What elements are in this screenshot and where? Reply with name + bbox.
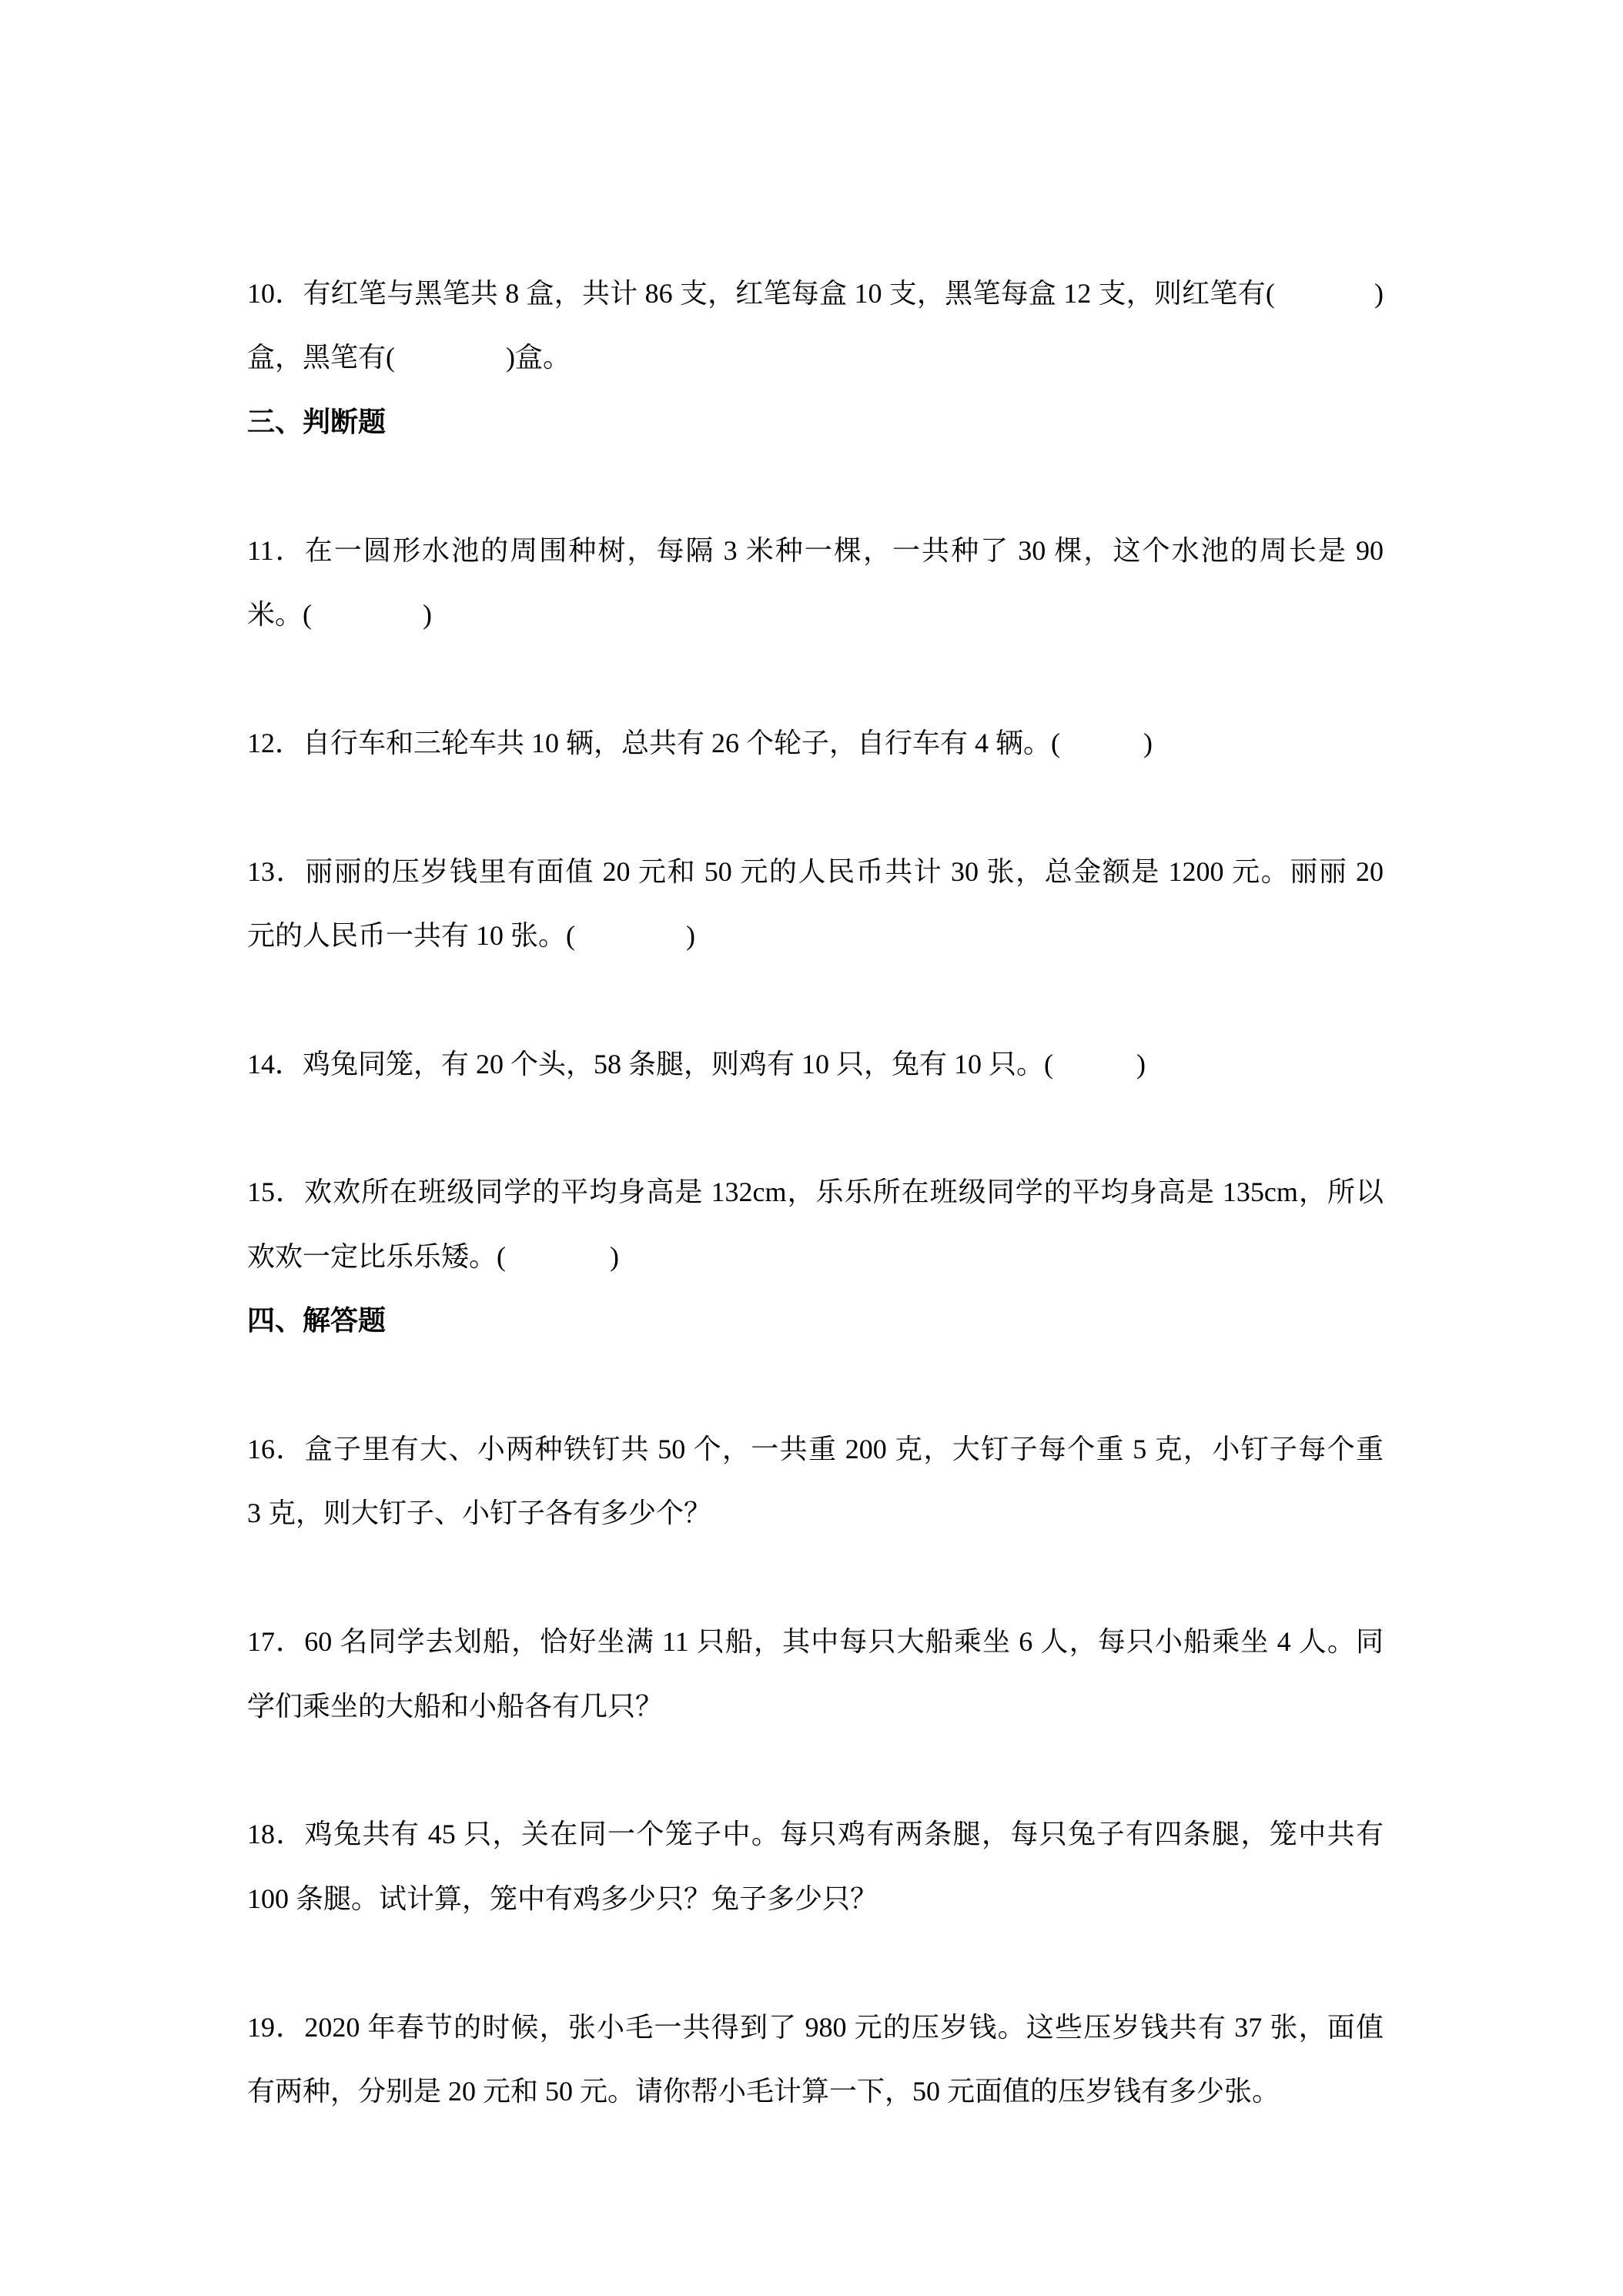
question-12 [247,711,1384,775]
question-line: 14．鸡兔同笼，有 20 个头，58 条腿，则鸡有 10 只，兔有 10 只。( ) [247,1048,1146,1079]
question-line: 16．盒子里有大、小两种铁钉共 50 个，一共重 200 克，大钉子每个重 5 克，小钉子每个重 [247,1434,1384,1465]
question-line: 12．自行车和三轮车共 10 辆，总共有 26 个轮子，自行车有 4 辆。( ) [247,727,1153,758]
worksheet-content [247,262,1384,2124]
question-line: 15．欢欢所在班级同学的平均身高是 132cm，乐乐所在班级同学的平均身高是 135cm，所以 [247,1176,1384,1208]
section-heading-problems: 四、解答题 [247,1305,387,1337]
question-line: 19．2020 年春节的时候，张小毛一共得到了 980 元的压岁钱。这些压岁钱共有 37 张，面值 [247,2011,1384,2043]
question-line: 元的人民币一共有 10 张。( ) [247,919,695,951]
question-line: 盒，黑笔有( )盒。 [247,342,571,373]
question-line: 学们乘坐的大船和小船各有几只？ [247,1690,664,1722]
question-line: 米。( ) [247,598,432,630]
question-line: 18．鸡兔共有 45 只，关在同一个笼子中。每只鸡有两条腿，每只兔子有四条腿，笼中共有 [247,1819,1384,1850]
question-14 [247,1033,1384,1096]
question-line: 11．在一圆形水池的周围种树，每隔 3 米种一棵，一共种了 30 棵，这个水池的周长是 90 [247,534,1384,566]
question-10 [247,262,1384,390]
question-line: 100 条腿。试计算，笼中有鸡多少只？兔子多少只？ [247,1883,878,1914]
question-17 [247,1610,1384,1739]
question-line: 17．60 名同学去划船，恰好坐满 11 只船，其中每只大船乘坐 6 人，每只小船乘坐 4 人。同 [247,1626,1384,1658]
question-line: 3 克，则大钉子、小钉子各有多少个？ [247,1498,712,1529]
question-line: 10．有红笔与黑笔共 8 盒，共计 86 支，红笔每盒 10 支，黑笔每盒 12 支，则红笔有( ) [247,278,1384,309]
question-15 [247,1160,1384,1289]
question-16 [247,1417,1384,1546]
question-line: 13．丽丽的压岁钱里有面值 20 元和 50 元的人民币共计 30 张，总金额是 1200 元。丽丽 20 [247,855,1384,887]
question-19 [247,1996,1384,2124]
question-11 [247,519,1384,648]
question-line: 欢欢一定比乐乐矮。( ) [247,1240,619,1272]
section-heading-judgement: 三、判断题 [247,406,387,437]
question-line: 有两种，分别是 20 元和 50 元。请你帮小毛计算一下，50 元面值的压岁钱有多少张。 [247,2075,1280,2107]
question-18 [247,1802,1384,1931]
question-13 [247,840,1384,969]
